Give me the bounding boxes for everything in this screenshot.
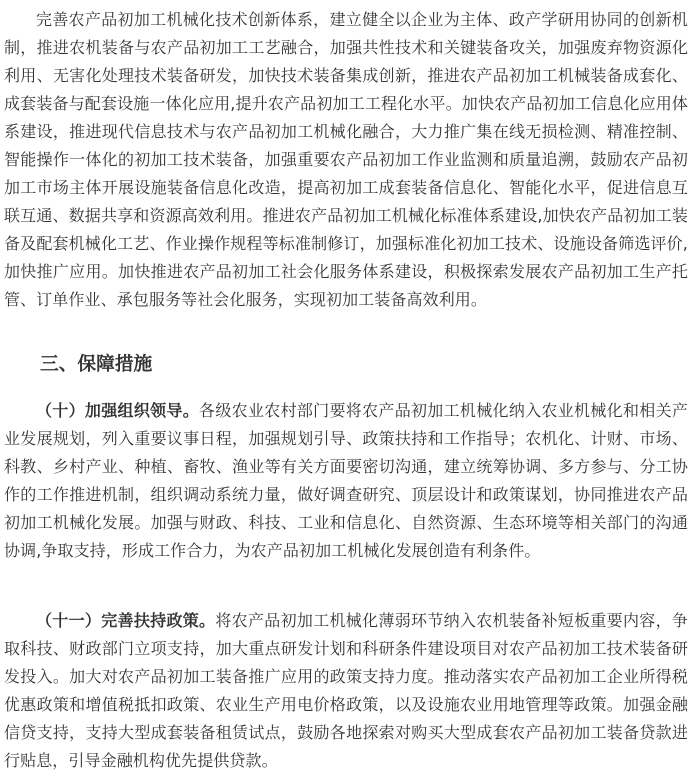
paragraph-organization-leadership [4,397,688,565]
paragraph-lead-organization: （十）加强组织领导。 [36,401,200,420]
paragraph-lead-policies: （十一）完善扶持政策。 [36,611,216,630]
paragraph-body-organization: 各级农业农村部门要将农产品初加工机械化纳入农业机械化和相关产业发展规划，列入重要议事日程，加强规划引导、政策扶持和工作指导；农机化、计财、市场、科教、乡村产业、种植、畜牧、渔业等有关方面要密切沟通，建立统筹协调、多方参与、分工协作的工作推进机制，组织调动系统力量，做好调查研究、顶层设计和政策谋划，协同推进农产品初加工机械化发展。加强与财政、科技、工业和信息化、自然资源、生态环境等相关部门的沟通协调,争取支持，形成工作合力，为农产品初加工机械化发展创造有利条件。 [4,401,688,560]
section-heading-safeguards: 三、保障措施 [40,354,153,375]
paragraph-body-policies: 将农产品初加工机械化薄弱环节纳入农机装备补短板重要内容，争取科技、财政部门立项支持，加大重点研发计划和科研条件建设项目对农产品初加工技术装备研发投入。加大对农产品初加工装备推广应用的政策支持力度。推动落实农产品初加工企业所得税优惠政策和增值税抵扣政策、农业生产用电价格政策，以及设施农业用地管理等政策。加强金融信贷支持，支持大型成套装备租赁试点，鼓励各地探索对购买大型成套农产品初加工装备贷款进行贴息，引导金融机构优先提供贷款。 [4,611,688,770]
paragraph-support-policies [4,607,688,775]
paragraph-innovation-system: 完善农产品初加工机械化技术创新体系，建立健全以企业为主体、政产学研用协同的创新机制，推进农机装备与农产品初加工工艺融合，加强共性技术和关键装备攻关，加强废弃物资源化利用、无害化处理技术装备研发，加快技术装备集成创新，推进农产品初加工机械装备成套化、成套装备与配套设施一体化应用,提升农产品初加工工程化水平。加快农产品初加工信息化应用体系建设，推进现代信息技术与农产品初加工机械化融合，大力推广集在线无损检测、精准控制、智能操作一体化的初加工技术装备，加强重要农产品初加工作业监测和质量追溯，鼓励农产品初加工市场主体开展设施装备信息化改造，提高初加工成套装备信息化、智能化水平，促进信息互联互通、数据共享和资源高效利用。推进农产品初加工机械化标准体系建设,加快农产品初加工装备及配套机械化工艺、作业操作规程等标准制修订，加强标准化初加工技术、设施设备筛选评价,加快推广应用。加快推进农产品初加工社会化服务体系建设，积极探索发展农产品初加工生产托管、订单作业、承包服务等社会化服务，实现初加工装备高效利用。 [4,10,688,309]
